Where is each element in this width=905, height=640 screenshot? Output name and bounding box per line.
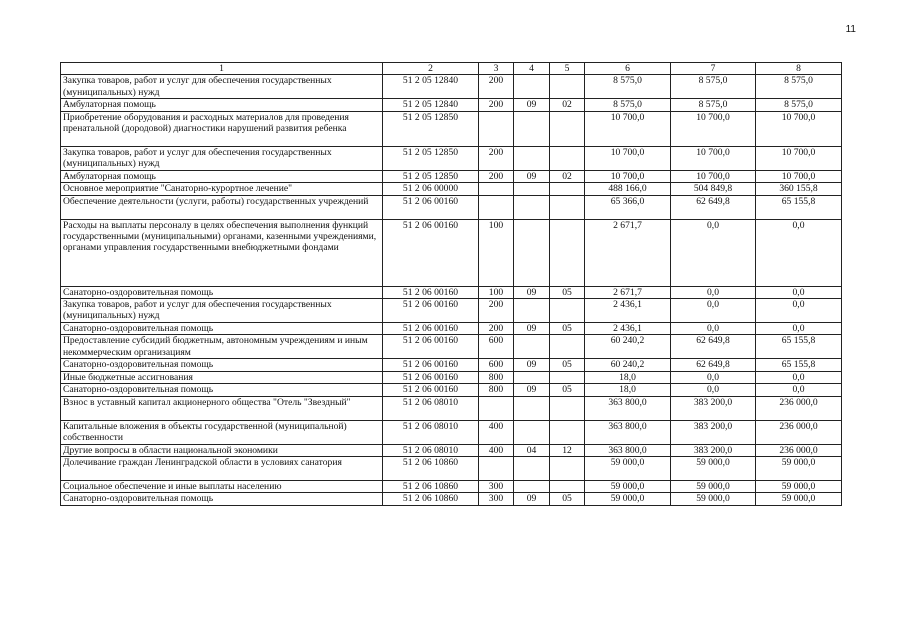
cell-name: Амбулаторная помощь — [61, 170, 383, 182]
table-row — [61, 195, 842, 219]
cell-subsection: 05 — [550, 323, 585, 335]
table-body — [61, 75, 842, 505]
cell-section: 09 — [514, 286, 550, 298]
table-row — [61, 111, 842, 146]
cell-section — [514, 195, 550, 219]
cell-amount-2: 59 000,0 — [671, 493, 756, 505]
table-row — [61, 99, 842, 111]
cell-amount-1: 8 575,0 — [585, 75, 671, 99]
cell-section — [514, 457, 550, 481]
cell-subsection — [550, 335, 585, 359]
cell-amount-2: 8 575,0 — [671, 99, 756, 111]
cell-expense-type — [479, 396, 514, 420]
cell-code: 51 2 06 00160 — [383, 371, 479, 383]
cell-expense-type: 800 — [479, 371, 514, 383]
cell-subsection — [550, 299, 585, 323]
cell-expense-type: 200 — [479, 75, 514, 99]
table-row — [61, 286, 842, 298]
table-row — [61, 75, 842, 99]
cell-expense-type — [479, 111, 514, 146]
cell-code: 51 2 06 10860 — [383, 457, 479, 481]
cell-amount-2: 0,0 — [671, 323, 756, 335]
cell-code: 51 2 06 00160 — [383, 299, 479, 323]
cell-amount-1: 59 000,0 — [585, 457, 671, 481]
table-row — [61, 323, 842, 335]
cell-expense-type: 200 — [479, 146, 514, 170]
cell-expense-type: 600 — [479, 335, 514, 359]
cell-name: Капитальные вложения в объекты государственной (муниципальной) собственности — [61, 420, 383, 444]
column-header: 6 — [585, 63, 671, 75]
cell-name: Предоставление субсидий бюджетным, автономным учреждениям и иным некоммерческим организациям — [61, 335, 383, 359]
cell-subsection: 05 — [550, 493, 585, 505]
cell-section — [514, 396, 550, 420]
cell-amount-3: 0,0 — [756, 371, 842, 383]
cell-section — [514, 146, 550, 170]
cell-amount-1: 2 671,7 — [585, 286, 671, 298]
cell-subsection — [550, 183, 585, 195]
cell-expense-type — [479, 457, 514, 481]
cell-amount-2: 10 700,0 — [671, 146, 756, 170]
cell-amount-1: 60 240,2 — [585, 335, 671, 359]
cell-amount-3: 65 155,8 — [756, 195, 842, 219]
table-row — [61, 219, 842, 286]
cell-code: 51 2 06 00160 — [383, 195, 479, 219]
cell-name: Санаторно-оздоровительная помощь — [61, 359, 383, 371]
cell-amount-3: 0,0 — [756, 299, 842, 323]
cell-amount-2: 0,0 — [671, 384, 756, 396]
cell-name: Санаторно-оздоровительная помощь — [61, 323, 383, 335]
cell-section — [514, 420, 550, 444]
cell-amount-2: 0,0 — [671, 286, 756, 298]
table-row — [61, 457, 842, 481]
cell-amount-2: 10 700,0 — [671, 170, 756, 182]
cell-name: Долечивание граждан Ленинградской области в условиях санатория — [61, 457, 383, 481]
cell-amount-3: 59 000,0 — [756, 493, 842, 505]
cell-subsection: 02 — [550, 170, 585, 182]
cell-subsection — [550, 146, 585, 170]
cell-amount-1: 8 575,0 — [585, 99, 671, 111]
table-row — [61, 371, 842, 383]
cell-amount-3: 236 000,0 — [756, 396, 842, 420]
cell-amount-1: 10 700,0 — [585, 170, 671, 182]
cell-code: 51 2 06 08010 — [383, 396, 479, 420]
cell-subsection: 05 — [550, 359, 585, 371]
cell-amount-2: 383 200,0 — [671, 444, 756, 456]
cell-amount-3: 360 155,8 — [756, 183, 842, 195]
cell-code: 51 2 06 10860 — [383, 493, 479, 505]
table-row — [61, 493, 842, 505]
cell-amount-2: 504 849,8 — [671, 183, 756, 195]
cell-name: Иные бюджетные ассигнования — [61, 371, 383, 383]
cell-name: Приобретение оборудования и расходных материалов для проведения пренатальной (дородовой) диагностики нарушений развития ребенка — [61, 111, 383, 146]
cell-code: 51 2 05 12850 — [383, 111, 479, 146]
cell-name: Санаторно-оздоровительная помощь — [61, 384, 383, 396]
page-number: 11 — [845, 24, 856, 35]
cell-section: 09 — [514, 323, 550, 335]
column-header: 2 — [383, 63, 479, 75]
cell-expense-type: 400 — [479, 420, 514, 444]
table-row — [61, 299, 842, 323]
budget-table — [60, 62, 842, 506]
cell-amount-3: 0,0 — [756, 323, 842, 335]
cell-amount-1: 2 436,1 — [585, 323, 671, 335]
cell-code: 51 2 06 00160 — [383, 335, 479, 359]
cell-amount-2: 59 000,0 — [671, 457, 756, 481]
cell-amount-2: 10 700,0 — [671, 111, 756, 146]
cell-expense-type: 100 — [479, 219, 514, 286]
cell-amount-2: 62 649,8 — [671, 335, 756, 359]
cell-amount-2: 0,0 — [671, 371, 756, 383]
cell-subsection: 02 — [550, 99, 585, 111]
cell-code: 51 2 05 12850 — [383, 170, 479, 182]
cell-name: Другие вопросы в области национальной экономики — [61, 444, 383, 456]
cell-subsection — [550, 396, 585, 420]
table-row — [61, 170, 842, 182]
cell-code: 51 2 05 12840 — [383, 75, 479, 99]
cell-code: 51 2 06 00000 — [383, 183, 479, 195]
cell-amount-3: 0,0 — [756, 219, 842, 286]
cell-section: 04 — [514, 444, 550, 456]
cell-amount-1: 363 800,0 — [585, 396, 671, 420]
cell-code: 51 2 06 10860 — [383, 481, 479, 493]
cell-section: 09 — [514, 170, 550, 182]
cell-expense-type: 800 — [479, 384, 514, 396]
cell-amount-1: 10 700,0 — [585, 146, 671, 170]
cell-amount-1: 65 366,0 — [585, 195, 671, 219]
cell-amount-1: 59 000,0 — [585, 481, 671, 493]
cell-amount-1: 18,0 — [585, 371, 671, 383]
cell-amount-2: 383 200,0 — [671, 396, 756, 420]
cell-subsection — [550, 195, 585, 219]
cell-amount-3: 8 575,0 — [756, 75, 842, 99]
cell-amount-1: 10 700,0 — [585, 111, 671, 146]
cell-amount-1: 60 240,2 — [585, 359, 671, 371]
cell-amount-1: 363 800,0 — [585, 420, 671, 444]
column-header: 1 — [61, 63, 383, 75]
cell-section: 09 — [514, 99, 550, 111]
cell-amount-3: 0,0 — [756, 384, 842, 396]
cell-expense-type: 200 — [479, 170, 514, 182]
cell-section — [514, 111, 550, 146]
cell-code: 51 2 06 00160 — [383, 359, 479, 371]
cell-amount-3: 236 000,0 — [756, 420, 842, 444]
cell-amount-1: 18,0 — [585, 384, 671, 396]
cell-subsection — [550, 75, 585, 99]
column-header: 8 — [756, 63, 842, 75]
cell-amount-3: 65 155,8 — [756, 335, 842, 359]
cell-amount-3: 59 000,0 — [756, 457, 842, 481]
table-row — [61, 359, 842, 371]
cell-code: 51 2 06 00160 — [383, 286, 479, 298]
cell-amount-3: 0,0 — [756, 286, 842, 298]
cell-subsection — [550, 111, 585, 146]
cell-amount-3: 8 575,0 — [756, 99, 842, 111]
column-header: 3 — [479, 63, 514, 75]
table-row — [61, 183, 842, 195]
header-row — [61, 63, 842, 75]
cell-amount-3: 236 000,0 — [756, 444, 842, 456]
cell-code: 51 2 06 00160 — [383, 219, 479, 286]
cell-amount-1: 363 800,0 — [585, 444, 671, 456]
cell-expense-type: 100 — [479, 286, 514, 298]
cell-name: Социальное обеспечение и иные выплаты населению — [61, 481, 383, 493]
cell-code: 51 2 05 12850 — [383, 146, 479, 170]
cell-name: Основное мероприятие "Санаторно-курортное лечение" — [61, 183, 383, 195]
cell-amount-2: 8 575,0 — [671, 75, 756, 99]
table-row — [61, 444, 842, 456]
cell-amount-1: 2 671,7 — [585, 219, 671, 286]
cell-subsection: 05 — [550, 384, 585, 396]
cell-expense-type: 400 — [479, 444, 514, 456]
cell-subsection — [550, 219, 585, 286]
cell-name: Обеспечение деятельности (услуги, работы) государственных учреждений — [61, 195, 383, 219]
cell-section — [514, 299, 550, 323]
cell-subsection — [550, 420, 585, 444]
cell-expense-type: 200 — [479, 323, 514, 335]
table-row — [61, 335, 842, 359]
column-header: 5 — [550, 63, 585, 75]
table-row — [61, 396, 842, 420]
cell-section — [514, 335, 550, 359]
cell-amount-3: 65 155,8 — [756, 359, 842, 371]
cell-expense-type: 600 — [479, 359, 514, 371]
cell-amount-2: 62 649,8 — [671, 359, 756, 371]
cell-expense-type — [479, 195, 514, 219]
table-row — [61, 384, 842, 396]
cell-section — [514, 371, 550, 383]
cell-name: Взнос в уставный капитал акционерного общества "Отель "Звездный" — [61, 396, 383, 420]
cell-expense-type: 200 — [479, 299, 514, 323]
cell-code: 51 2 06 08010 — [383, 444, 479, 456]
cell-section — [514, 481, 550, 493]
cell-code: 51 2 06 08010 — [383, 420, 479, 444]
cell-name: Закупка товаров, работ и услуг для обеспечения государственных (муниципальных) нужд — [61, 146, 383, 170]
cell-name: Закупка товаров, работ и услуг для обеспечения государственных (муниципальных) нужд — [61, 299, 383, 323]
cell-subsection: 05 — [550, 286, 585, 298]
table-row — [61, 146, 842, 170]
cell-section — [514, 219, 550, 286]
cell-section: 09 — [514, 384, 550, 396]
cell-section: 09 — [514, 493, 550, 505]
cell-expense-type: 200 — [479, 99, 514, 111]
cell-code: 51 2 06 00160 — [383, 323, 479, 335]
cell-amount-3: 10 700,0 — [756, 170, 842, 182]
cell-name: Амбулаторная помощь — [61, 99, 383, 111]
cell-subsection — [550, 457, 585, 481]
table-row — [61, 481, 842, 493]
cell-code: 51 2 06 00160 — [383, 384, 479, 396]
cell-expense-type — [479, 183, 514, 195]
cell-section — [514, 75, 550, 99]
cell-section — [514, 183, 550, 195]
column-header: 7 — [671, 63, 756, 75]
cell-code: 51 2 05 12840 — [383, 99, 479, 111]
cell-amount-3: 10 700,0 — [756, 111, 842, 146]
cell-expense-type: 300 — [479, 493, 514, 505]
cell-amount-1: 2 436,1 — [585, 299, 671, 323]
cell-subsection: 12 — [550, 444, 585, 456]
cell-expense-type: 300 — [479, 481, 514, 493]
table-row — [61, 420, 842, 444]
cell-name: Санаторно-оздоровительная помощь — [61, 286, 383, 298]
cell-name: Расходы на выплаты персоналу в целях обеспечения выполнения функций государственными (муниципальными) органами, казенными учреждениями, органами управления государственными внебюджетными фондами — [61, 219, 383, 286]
column-header: 4 — [514, 63, 550, 75]
cell-subsection — [550, 481, 585, 493]
cell-amount-1: 488 166,0 — [585, 183, 671, 195]
cell-section: 09 — [514, 359, 550, 371]
cell-amount-2: 62 649,8 — [671, 195, 756, 219]
cell-amount-2: 59 000,0 — [671, 481, 756, 493]
cell-name: Закупка товаров, работ и услуг для обеспечения государственных (муниципальных) нужд — [61, 75, 383, 99]
cell-amount-2: 383 200,0 — [671, 420, 756, 444]
cell-amount-2: 0,0 — [671, 299, 756, 323]
cell-amount-1: 59 000,0 — [585, 493, 671, 505]
cell-amount-3: 59 000,0 — [756, 481, 842, 493]
cell-amount-2: 0,0 — [671, 219, 756, 286]
cell-subsection — [550, 371, 585, 383]
cell-name: Санаторно-оздоровительная помощь — [61, 493, 383, 505]
cell-amount-3: 10 700,0 — [756, 146, 842, 170]
